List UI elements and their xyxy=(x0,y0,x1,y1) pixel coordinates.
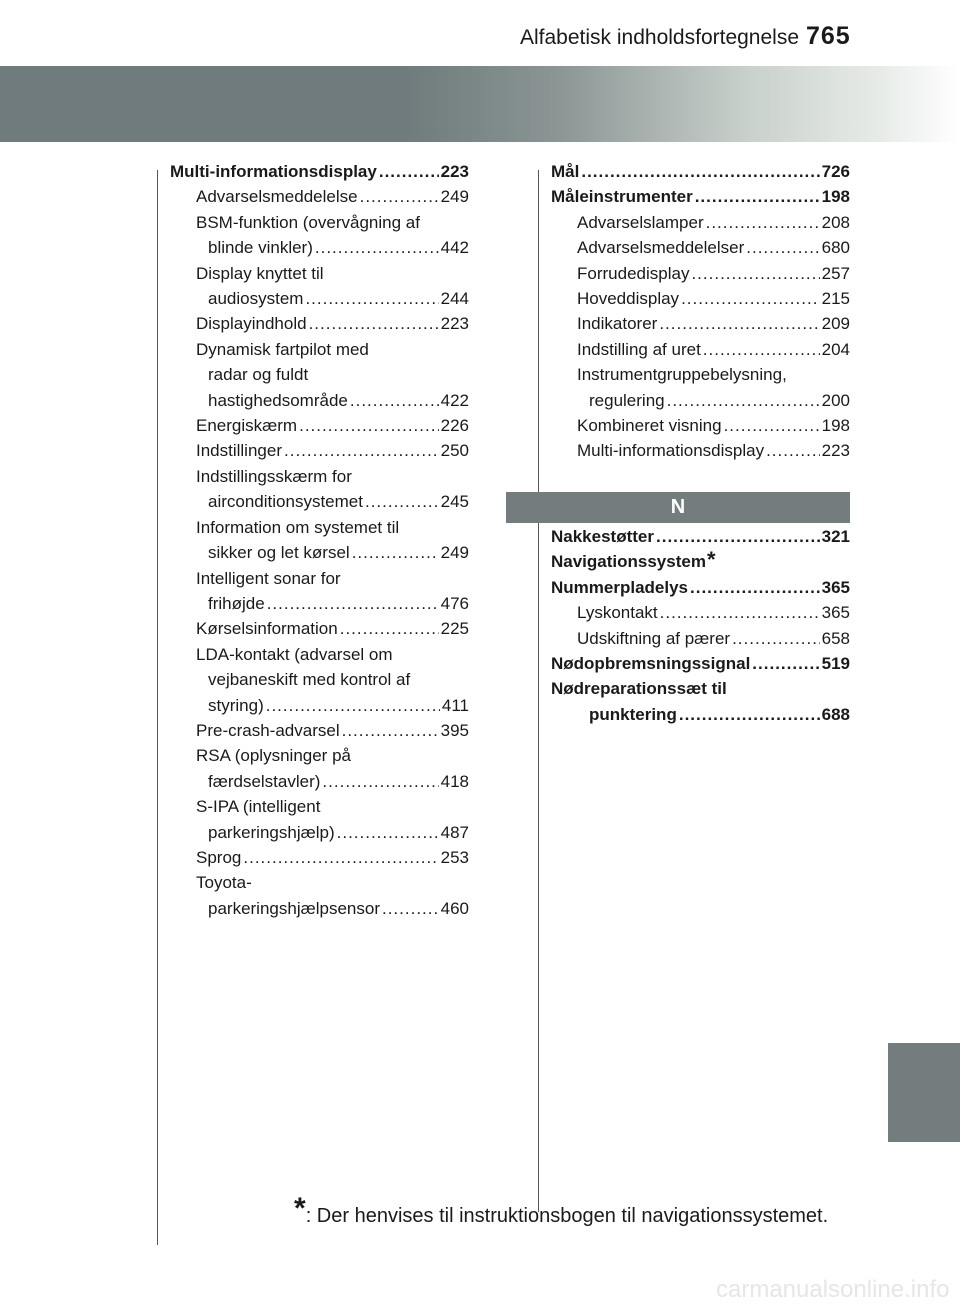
dot-leader xyxy=(342,718,439,743)
index-entry-page: 257 xyxy=(821,263,850,283)
index-entry xyxy=(551,210,850,235)
dot-leader xyxy=(746,235,819,260)
index-entry xyxy=(170,820,469,845)
index-entry-label: Pre-crash-advarsel xyxy=(196,720,340,740)
index-entry-page: 244 xyxy=(440,289,469,309)
header-title: Alfabetisk indholdsfortegnelse xyxy=(520,26,800,49)
index-entry-label: Advarselsmeddelelse xyxy=(196,187,358,207)
dot-leader xyxy=(382,896,439,921)
index-entry xyxy=(551,159,850,184)
index-entry xyxy=(170,261,469,286)
dot-leader xyxy=(322,769,438,794)
dot-leader xyxy=(667,388,820,413)
watermark: carmanualsonline.info xyxy=(716,1276,950,1303)
index-entry-page: 198 xyxy=(821,416,850,436)
dot-leader xyxy=(690,575,820,600)
index-entry-label: radar og fuldt xyxy=(208,365,309,385)
index-entry-label: Multi-informationsdisplay xyxy=(170,162,377,181)
index-entry-page: 226 xyxy=(440,416,469,436)
dot-leader xyxy=(659,311,819,336)
index-entry xyxy=(170,616,469,641)
index-column-right xyxy=(551,159,850,464)
index-section-n xyxy=(551,524,850,727)
index-entry-label: Forrudedisplay xyxy=(577,263,690,283)
index-entry xyxy=(551,286,850,311)
dot-leader xyxy=(284,438,439,463)
index-entry xyxy=(551,524,850,549)
index-entry: Navigationssystem * xyxy=(551,549,850,574)
index-entry xyxy=(170,489,469,514)
index-entry-page: 487 xyxy=(440,822,469,842)
index-entry-page: 223 xyxy=(440,314,469,334)
index-entry-label: Display knyttet til xyxy=(196,263,324,283)
dot-leader xyxy=(581,159,819,184)
index-entry xyxy=(170,286,469,311)
index-entry xyxy=(170,693,469,718)
index-entry xyxy=(551,184,850,209)
index-entry-page: 225 xyxy=(440,619,469,639)
index-entry-label: BSM-funktion (overvågning af xyxy=(196,212,420,232)
index-entry-label: Nummerpladelys xyxy=(551,577,688,597)
dot-leader xyxy=(309,311,439,336)
index-entry xyxy=(551,676,850,701)
index-entry xyxy=(551,651,850,676)
header-banner xyxy=(0,66,960,142)
index-entry-label: Advarselsmeddelelser xyxy=(577,238,745,258)
index-entry xyxy=(170,235,469,260)
dot-leader xyxy=(752,651,819,676)
index-entry-label: Intelligent sonar for xyxy=(196,568,341,588)
index-entry-label: Information om systemet til xyxy=(196,517,400,537)
index-entry-label: regulering xyxy=(589,390,665,410)
index-entry xyxy=(170,159,469,184)
dot-leader xyxy=(267,591,439,616)
index-entry-label: hastighedsområde xyxy=(208,390,348,410)
index-entry xyxy=(551,626,850,651)
dot-leader xyxy=(315,235,439,260)
index-entry-label: Sprog xyxy=(196,847,242,867)
index-entry-page: 208 xyxy=(821,212,850,232)
dot-leader xyxy=(703,337,820,362)
index-entry xyxy=(170,540,469,565)
index-entry-label: Displayindhold xyxy=(196,314,307,334)
index-entry-label: sikker og let kørsel xyxy=(208,543,350,563)
dot-leader xyxy=(305,286,438,311)
index-entry-label: Indstilling af uret xyxy=(577,339,701,359)
index-entry-page: 726 xyxy=(821,162,850,181)
dot-leader xyxy=(695,184,820,209)
dot-leader xyxy=(360,184,439,209)
index-entry xyxy=(551,337,850,362)
index-entry-page: 395 xyxy=(440,720,469,740)
dot-leader xyxy=(337,820,439,845)
index-entry-label: Lyskontakt xyxy=(577,603,658,623)
index-entry-label: Indstillingsskærm for xyxy=(196,466,352,486)
index-entry-page: 688 xyxy=(821,704,850,724)
index-entry xyxy=(551,575,850,600)
left-column-rule xyxy=(157,170,158,1245)
index-entry-label: Toyota- xyxy=(196,873,252,893)
index-entry-page: 223 xyxy=(440,162,469,181)
dot-leader xyxy=(679,702,820,727)
index-entry-label: RSA (oplysninger på xyxy=(196,746,351,766)
index-entry-label: airconditionsystemet xyxy=(208,492,363,512)
index-entry xyxy=(551,600,850,625)
index-entry-label: Energiskærm xyxy=(196,416,298,436)
dot-leader xyxy=(724,413,820,438)
index-entry-page: 253 xyxy=(440,847,469,867)
footnote xyxy=(294,1192,829,1228)
index-entry-page: 321 xyxy=(821,527,850,546)
index-entry-label: Nakkestøtter xyxy=(551,527,654,546)
index-entry xyxy=(551,413,850,438)
dot-leader xyxy=(660,600,820,625)
middle-column-rule xyxy=(538,170,539,1212)
index-entry xyxy=(170,896,469,921)
index-entry xyxy=(170,870,469,895)
index-entry-label: Dynamisk fartpilot med xyxy=(196,339,369,359)
index-entry-label: blinde vinkler) xyxy=(208,238,313,258)
index-entry xyxy=(170,438,469,463)
index-entry xyxy=(170,591,469,616)
index-entry-label: Indstillinger xyxy=(196,441,282,461)
index-entry-page: 198 xyxy=(821,187,850,207)
index-entry-label: færdselstavler) xyxy=(208,771,321,791)
index-entry-label: Udskiftning af pærer xyxy=(577,628,731,648)
index-column-left xyxy=(170,159,469,921)
index-entry-page: 365 xyxy=(821,603,850,623)
index-entry xyxy=(170,794,469,819)
index-entry-page: 250 xyxy=(440,441,469,461)
index-entry xyxy=(170,413,469,438)
dot-leader xyxy=(656,524,820,549)
index-entry xyxy=(170,184,469,209)
index-entry-page: 200 xyxy=(821,390,850,410)
index-entry-label: audiosystem xyxy=(208,289,304,309)
dot-leader xyxy=(379,159,439,184)
index-entry-label: Indikatorer xyxy=(577,314,658,334)
index-entry-label: Instrumentgruppebelysning, xyxy=(577,365,787,385)
index-entry xyxy=(170,718,469,743)
dot-leader xyxy=(691,261,819,286)
index-entry-page: 365 xyxy=(821,577,850,597)
footnote-text: : Der henvises til instruktionsbogen til navigationssystemet. xyxy=(305,1205,829,1227)
footnote-marker: * xyxy=(294,1192,306,1225)
index-entry-page: 204 xyxy=(821,339,850,359)
index-entry xyxy=(551,438,850,463)
index-entry xyxy=(170,642,469,667)
index-entry-label: S-IPA (intelligent xyxy=(196,797,321,817)
dot-leader xyxy=(266,693,440,718)
index-entry-page: 245 xyxy=(440,492,469,512)
index-entry-page: 249 xyxy=(440,187,469,207)
index-entry-page: 209 xyxy=(821,314,850,334)
index-entry xyxy=(170,210,469,235)
index-entry xyxy=(170,362,469,387)
dot-leader xyxy=(243,845,438,870)
index-entry-page: 519 xyxy=(821,654,850,674)
index-entry-label: Nødreparationssæt til xyxy=(551,679,727,699)
index-entry-label: Advarselslamper xyxy=(577,212,704,232)
index-entry-page: 460 xyxy=(440,898,469,918)
index-entry-page: 223 xyxy=(821,441,850,461)
dot-leader xyxy=(365,489,439,514)
dot-leader xyxy=(299,413,439,438)
index-entry xyxy=(170,667,469,692)
index-entry-label: Kombineret visning xyxy=(577,416,722,436)
index-entry-page: 422 xyxy=(440,390,469,410)
index-entry-label: LDA-kontakt (advarsel om xyxy=(196,644,393,664)
index-entry-label: Mål xyxy=(551,162,580,181)
index-entry-page: 249 xyxy=(440,543,469,563)
dot-leader xyxy=(352,540,439,565)
index-entry-label: Navigationssystem xyxy=(551,552,706,572)
index-entry xyxy=(551,362,850,387)
index-entry xyxy=(551,388,850,413)
index-entry xyxy=(170,464,469,489)
index-entry-label: Multi-informationsdisplay xyxy=(577,441,765,461)
index-entry xyxy=(170,769,469,794)
index-entry xyxy=(551,311,850,336)
index-entry xyxy=(170,311,469,336)
index-entry xyxy=(170,515,469,540)
dot-leader xyxy=(681,286,820,311)
index-entry-label: Nødopbremsningssignal xyxy=(551,654,751,674)
index-entry-page: 411 xyxy=(441,695,469,715)
thumb-index-tab xyxy=(888,1043,960,1142)
dot-leader xyxy=(706,210,820,235)
index-entry xyxy=(551,261,850,286)
index-entry-page: 418 xyxy=(440,771,469,791)
index-entry-label: parkeringshjælpsensor xyxy=(208,898,380,918)
index-entry xyxy=(551,235,850,260)
index-entry-label: frihøjde xyxy=(208,593,265,613)
index-entry xyxy=(551,702,850,727)
index-entry-label: Måleinstrumenter xyxy=(551,187,693,207)
index-entry-label: Kørselsinformation xyxy=(196,619,338,639)
index-entry-page: 658 xyxy=(821,628,850,648)
index-entry-label: parkeringshjælp) xyxy=(208,822,335,842)
index-entry-label: punktering xyxy=(589,704,677,724)
index-entry xyxy=(170,337,469,362)
index-entry-page: 442 xyxy=(440,238,469,258)
index-entry-label: vejbaneskift med kontrol af xyxy=(208,670,411,690)
page-number: 765 xyxy=(806,22,851,50)
index-entry-label: styring) xyxy=(208,695,264,715)
section-letter-header: N xyxy=(506,492,850,523)
index-entry-page: 215 xyxy=(821,289,850,309)
index-entry-label: Hoveddisplay xyxy=(577,289,680,309)
dot-leader xyxy=(732,626,820,651)
index-entry xyxy=(170,566,469,591)
dot-leader xyxy=(340,616,439,641)
index-entry-page: 476 xyxy=(440,593,469,613)
index-entry-page: 680 xyxy=(821,238,850,258)
index-entry xyxy=(170,743,469,768)
index-entry xyxy=(170,845,469,870)
dot-leader xyxy=(766,438,820,463)
dot-leader xyxy=(350,388,439,413)
index-entry xyxy=(170,388,469,413)
